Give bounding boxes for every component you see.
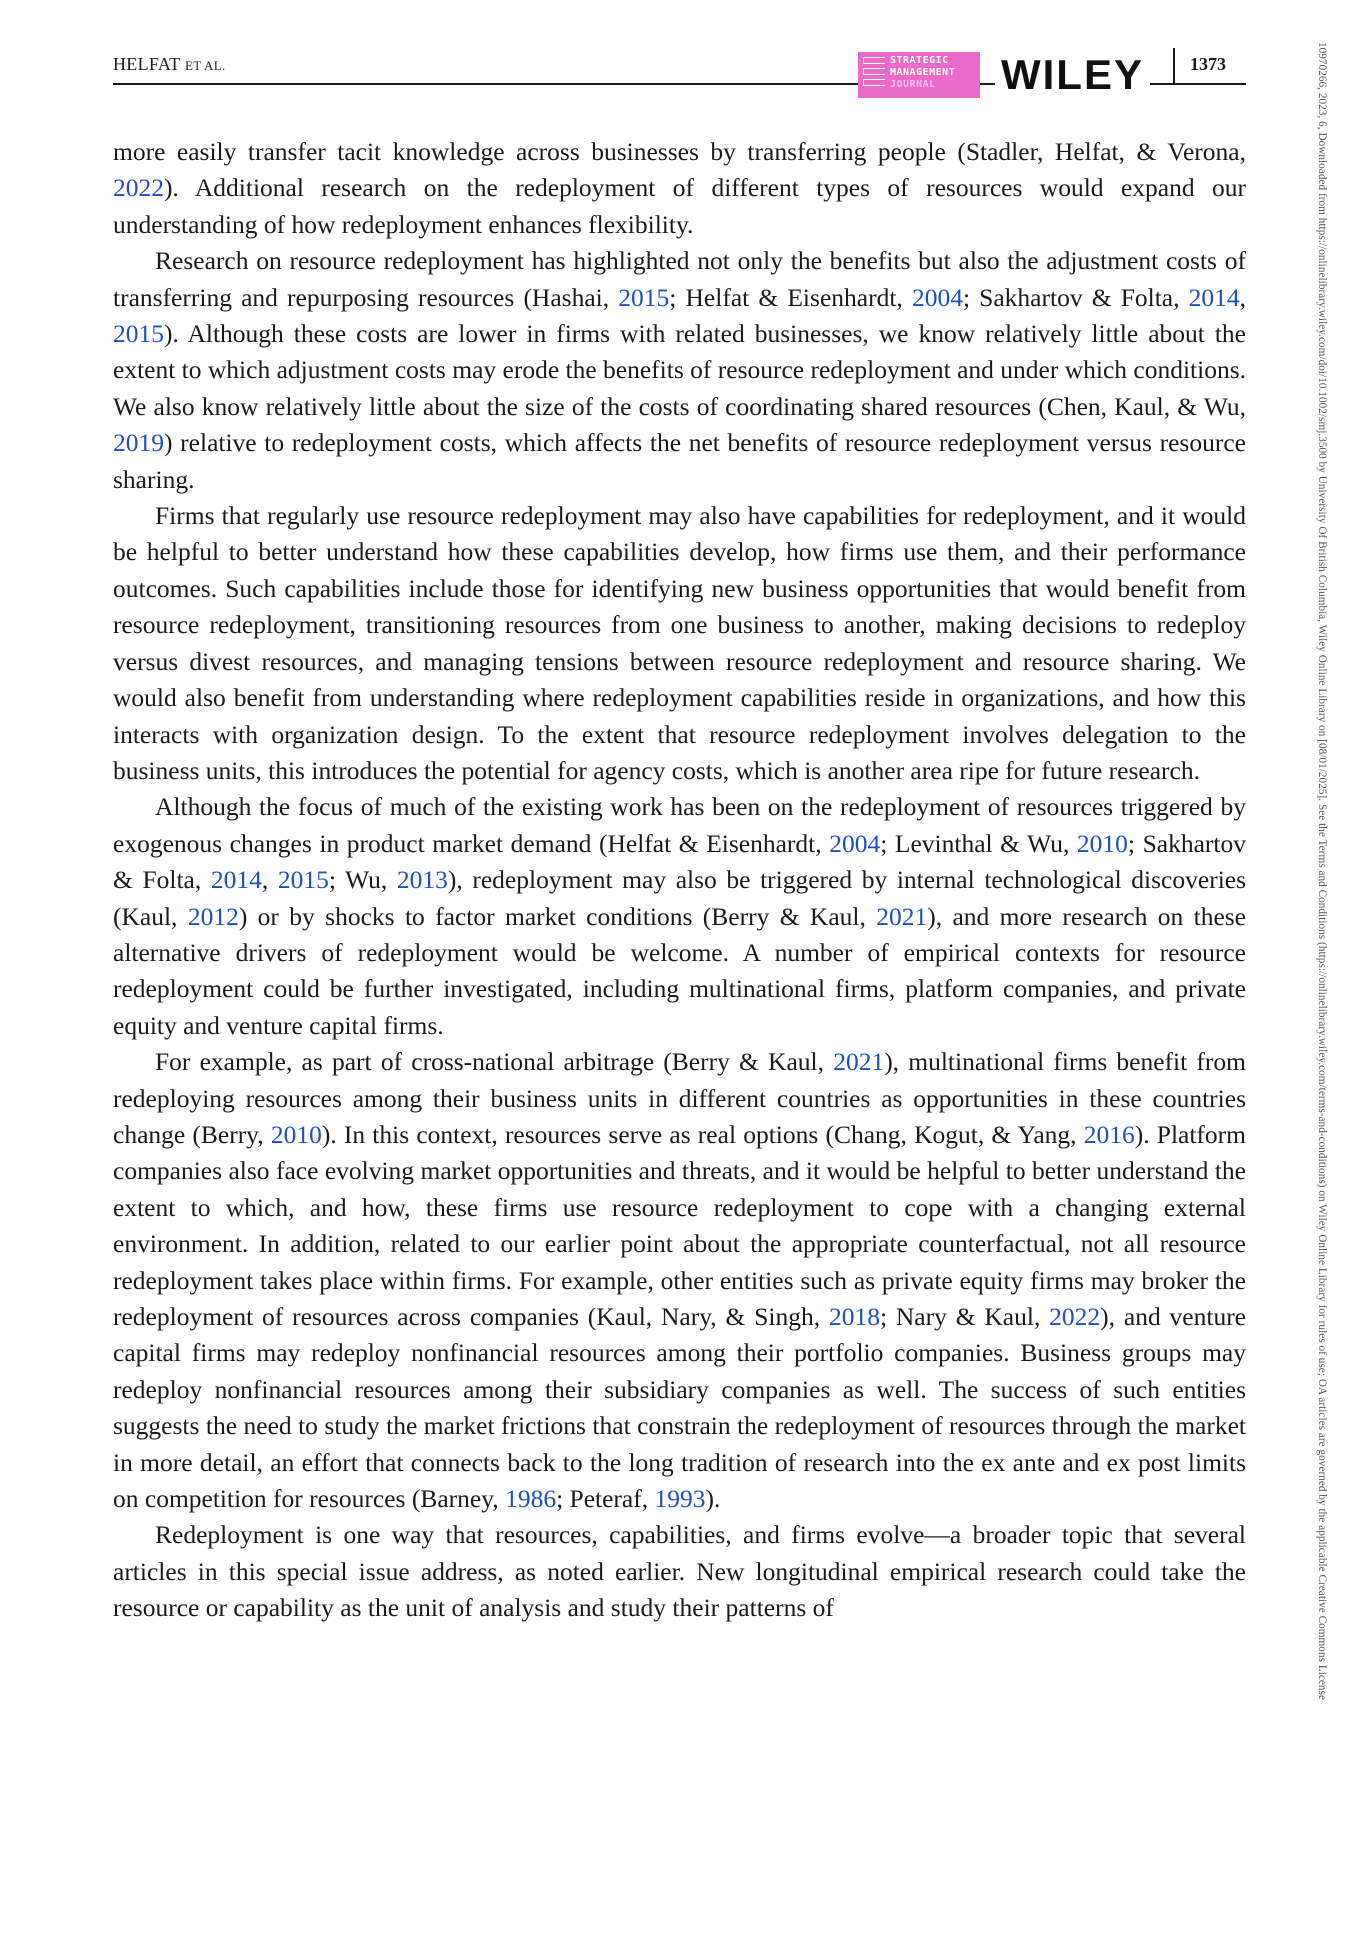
paragraph-text: Firms that regularly use resource redeployment may also have capabilities for redeployment, and it would be helpful to better understand how these capabilities develop, how firms use them, and their performance outcomes. Such capabilities include those for identifying new business opportunities that would benefit from resource redeployment, transitioning resources from one business to another, making decisions to redeploy versus divest resources, and managing tensions between resource redeployment and resource sharing. We would also benefit from understanding where redeployment capabilities reside in organizations, and how this interacts with organization design. To the extent that resource redeployment involves delegation to the business units, this introduces the potential for agency costs, which is another area ripe for future research. [113, 501, 1246, 785]
citation-link[interactable]: 2004 [911, 282, 963, 312]
citation-link[interactable]: 2021 [876, 901, 928, 931]
paragraph-text: ; Helfat & Eisenhardt, [669, 282, 912, 312]
journal-logo-mark-icon [863, 57, 885, 93]
download-notice [1314, 42, 1328, 1902]
header-divider [1173, 48, 1175, 85]
citation-link[interactable]: 2004 [829, 828, 881, 858]
paragraph-text: ; Sakhartov & Folta, [113, 828, 1246, 895]
paragraph-text: Research on resource redeployment has highlighted not only the benefits but also the adjustment costs of transferring and repurposing resources (Hashai, [113, 246, 1246, 312]
article-body [113, 134, 1246, 1627]
paragraph-text: ), and more research on these alternative drivers of redeployment would be welcome. A number of empirical contexts for resource redeployment could be further investigated, including multinational firms, platform companies, and private equity and venture capital firms. [113, 901, 1247, 1040]
paragraph-text: ). Additional research on the redeployment of different types of resources would expand our understanding of how redeployment enhances flexibility. [113, 173, 1246, 239]
publisher-logo: WILEY [995, 52, 1150, 98]
citation-link[interactable]: 2015 [618, 282, 670, 312]
paragraph-text: ) relative to redeployment costs, which affects the net benefits of resource redeployment versus resource sharing. [113, 428, 1246, 494]
citation-link[interactable]: 2016 [1083, 1119, 1135, 1149]
paragraph-text: more easily transfer tacit knowledge across businesses by transferring people (Stadler, Helfat, & Verona, [113, 137, 1246, 166]
running-head [113, 54, 226, 75]
journal-logo-line: JOURNAL [890, 79, 936, 90]
citation-link[interactable]: 1986 [505, 1484, 557, 1514]
citation-link[interactable]: 2012 [187, 901, 239, 931]
citation-link[interactable]: 1993 [654, 1484, 706, 1514]
body-paragraph [113, 1517, 1246, 1626]
paragraph-text: ; Sakhartov & Folta, [962, 282, 1189, 312]
body-paragraph [113, 243, 1246, 498]
body-paragraph [113, 498, 1246, 789]
body-paragraph [113, 134, 1246, 243]
citation-link[interactable]: 2015 [113, 319, 164, 349]
paragraph-text: ). Platform companies also face evolving market opportunities and threats, and it would be helpful to better understand the extent to which, and how, these firms use resource redeployment to cope with a changing external environment. In addition, related to our earlier point about the appropriate counterfactual, not all resource redeployment takes place within firms. For example, other entities such as private equity firms may broker the redeployment of resources across companies (Kaul, Nary, & Singh, [113, 1119, 1247, 1331]
paragraph-text: ), and venture capital firms may redeploy nonfinancial resources among their portfolio companies. Business groups may redeploy nonfinancial resources among their subsidiary companies as well. The success of such entities suggests the need to study the market frictions that constrain the redeployment of resources through the market in more detail, an effort that connects back to the long tradition of research into the ex ante and ex post limits on competition for resources (Barney, [113, 1302, 1247, 1514]
citation-link[interactable]: 2021 [833, 1047, 885, 1077]
paragraph-text: ; Levinthal & Wu, [880, 828, 1077, 858]
running-head-etal: ET AL. [184, 58, 226, 73]
page-header [0, 0, 1347, 110]
paragraph-text: ; Wu, [328, 865, 397, 895]
citation-link[interactable]: 2014 [210, 865, 262, 895]
citation-link[interactable]: 2010 [270, 1119, 322, 1149]
paragraph-text: Redeployment is one way that resources, capabilities, and firms evolve—a broader topic that several articles in this special issue address, as noted earlier. New longitudinal empirical research could take the resource or capability as the unit of analysis and study their patterns of [113, 1520, 1246, 1623]
paragraph-text: , [261, 865, 278, 895]
page-number: 1373 [1190, 54, 1226, 74]
paragraph-text: ). In this context, resources serve as real options (Chang, Kogut, & Yang, [321, 1119, 1084, 1149]
paragraph-text: ; Peteraf, [556, 1484, 655, 1514]
download-notice-text: 10970266, 2023, 6, Downloaded from https://onlinelibrary.wiley.com/doi/10.1002/smj.3500 by University Of British Columbia, Wiley Online Library on [08/01/2025]. See the Terms and Conditions (https://onlinelibrary.wiley.com/terms-and-conditions) on Wiley Online Library for rules of use; OA articles are governed by the applicable Creative Commons License [1316, 42, 1328, 1700]
paragraph-text: ), redeployment may also be triggered by internal technological discoveries (Kaul, [113, 865, 1247, 931]
citation-link[interactable]: 2022 [113, 173, 164, 203]
citation-link[interactable]: 2010 [1076, 828, 1128, 858]
paragraph-text: For example, as part of cross-national arbitrage (Berry & Kaul, [155, 1047, 834, 1077]
citation-link[interactable]: 2013 [396, 865, 448, 895]
journal-logo-line: STRATEGIC [890, 55, 949, 66]
citation-link[interactable]: 2014 [1188, 282, 1240, 312]
running-head-authors: HELFAT [113, 54, 181, 74]
paragraph-text: ) or by shocks to factor market conditions (Berry & Kaul, [238, 901, 877, 931]
citation-link[interactable]: 2022 [1049, 1302, 1101, 1331]
journal-logo [858, 52, 980, 98]
journal-logo-line: MANAGEMENT [890, 67, 956, 78]
paragraph-text: ), multinational firms benefit from redeploying resources among their business units in different countries as opportunities in these countries change (Berry, [113, 1047, 1246, 1149]
body-paragraph [113, 789, 1246, 1044]
citation-link[interactable]: 2018 [828, 1302, 880, 1331]
paragraph-text: ). [705, 1484, 721, 1514]
citation-link[interactable]: 2015 [277, 865, 329, 895]
paragraph-text: ; Nary & Kaul, [879, 1302, 1050, 1331]
paragraph-text: , [1239, 282, 1247, 312]
paragraph-text: Although the focus of much of the existing work has been on the redeployment of resources triggered by exogenous changes in product market demand (Helfat & Eisenhardt, [113, 792, 1246, 858]
paragraph-text: ). Although these costs are lower in firms with related businesses, we know relatively little about the extent to which adjustment costs may erode the benefits of resource redeployment and under which conditions. We also know relatively little about the size of the costs of coordinating shared resources (Chen, Kaul, & Wu, [113, 319, 1247, 421]
citation-link[interactable]: 2019 [113, 428, 164, 458]
body-paragraph [113, 1044, 1246, 1517]
